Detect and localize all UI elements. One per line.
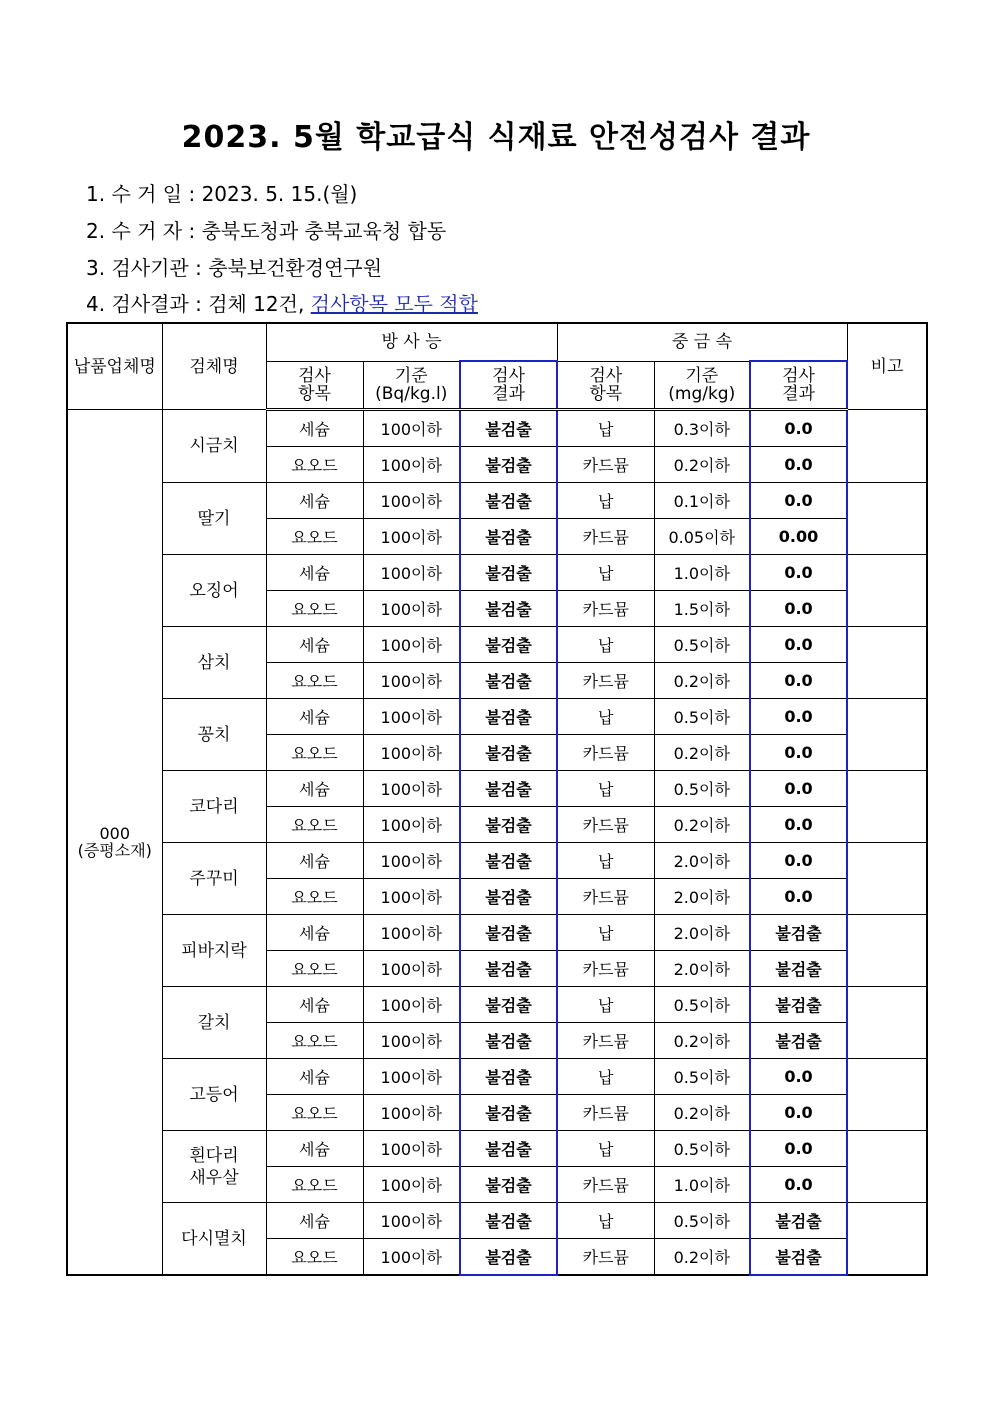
info-value: 충북도청과 충북교육청 합동 — [201, 219, 447, 243]
hm-item: 납 — [557, 915, 654, 951]
table-row — [67, 1059, 927, 1095]
hm-standard: 2.0이하 — [654, 951, 750, 987]
rad-item: 요오드 — [266, 591, 363, 627]
table-row — [67, 915, 927, 951]
header-rad-result: 검사 결과 — [460, 361, 557, 410]
hm-standard: 0.5이하 — [654, 1203, 750, 1239]
hm-result: 0.0 — [750, 843, 847, 879]
info-line-result — [86, 288, 478, 317]
hm-standard: 1.5이하 — [654, 591, 750, 627]
hm-item: 납 — [557, 843, 654, 879]
rad-result: 불검출 — [460, 1239, 557, 1276]
hm-result: 0.00 — [750, 519, 847, 555]
hm-item: 카드뮴 — [557, 879, 654, 915]
rad-standard: 100이하 — [363, 1131, 460, 1167]
table-row — [67, 771, 927, 807]
rad-result: 불검출 — [460, 410, 557, 447]
rad-item: 요오드 — [266, 951, 363, 987]
remarks-cell — [847, 627, 927, 699]
hm-standard: 0.3이하 — [654, 410, 750, 447]
remarks-cell — [847, 699, 927, 771]
remarks-cell — [847, 771, 927, 843]
page-title: 2023. 5월 학교급식 식재료 안전성검사 결과 — [181, 120, 811, 155]
hm-result: 0.0 — [750, 699, 847, 735]
table-row — [67, 1203, 927, 1239]
rad-item: 요오드 — [266, 663, 363, 699]
results-table — [66, 322, 928, 1276]
hm-item: 카드뮴 — [557, 519, 654, 555]
hm-result: 0.0 — [750, 807, 847, 843]
rad-standard: 100이하 — [363, 735, 460, 771]
rad-item: 요오드 — [266, 519, 363, 555]
hm-result: 0.0 — [750, 879, 847, 915]
header-rad-item: 검사 항목 — [266, 361, 363, 410]
rad-standard: 100이하 — [363, 519, 460, 555]
supplier-cell: 000 (증평소재) — [67, 410, 162, 1276]
hm-item: 카드뮴 — [557, 1167, 654, 1203]
rad-result: 불검출 — [460, 627, 557, 663]
hm-item: 카드뮴 — [557, 807, 654, 843]
hm-standard: 2.0이하 — [654, 879, 750, 915]
rad-item: 세슘 — [266, 1203, 363, 1239]
hm-standard: 0.2이하 — [654, 447, 750, 483]
rad-standard: 100이하 — [363, 447, 460, 483]
hm-item: 카드뮴 — [557, 1023, 654, 1059]
hm-result: 0.0 — [750, 1131, 847, 1167]
rad-result: 불검출 — [460, 915, 557, 951]
rad-standard: 100이하 — [363, 1023, 460, 1059]
hm-result: 불검출 — [750, 1203, 847, 1239]
table-row — [67, 555, 927, 591]
rad-item: 세슘 — [266, 771, 363, 807]
hm-result: 0.0 — [750, 483, 847, 519]
rad-standard: 100이하 — [363, 663, 460, 699]
rad-result: 불검출 — [460, 1131, 557, 1167]
rad-item: 요오드 — [266, 1095, 363, 1131]
info-label: 1. 수 거 일 : — [86, 182, 202, 206]
header-hm-result: 검사 결과 — [750, 361, 847, 410]
info-line-collection-date — [86, 178, 357, 207]
hm-standard: 0.5이하 — [654, 771, 750, 807]
hm-standard: 0.2이하 — [654, 1023, 750, 1059]
hm-item: 납 — [557, 1059, 654, 1095]
header-remarks: 비고 — [847, 323, 927, 410]
sample-name: 삼치 — [162, 627, 266, 699]
table-row — [67, 410, 927, 447]
hm-result: 0.0 — [750, 1095, 847, 1131]
hm-standard: 0.5이하 — [654, 1131, 750, 1167]
sample-name: 갈치 — [162, 987, 266, 1059]
rad-item: 세슘 — [266, 699, 363, 735]
rad-result: 불검출 — [460, 1023, 557, 1059]
rad-item: 요오드 — [266, 735, 363, 771]
info-value: 충북보건환경연구원 — [208, 256, 383, 280]
hm-item: 납 — [557, 1203, 654, 1239]
rad-standard: 100이하 — [363, 1095, 460, 1131]
hm-result: 불검출 — [750, 987, 847, 1023]
hm-item: 납 — [557, 987, 654, 1023]
sample-name: 피바지락 — [162, 915, 266, 987]
remarks-cell — [847, 1059, 927, 1131]
hm-result: 0.0 — [750, 735, 847, 771]
table-row — [67, 1131, 927, 1167]
sample-name: 흰다리 새우살 — [162, 1131, 266, 1203]
hm-standard: 0.5이하 — [654, 699, 750, 735]
rad-item: 세슘 — [266, 1059, 363, 1095]
rad-result: 불검출 — [460, 699, 557, 735]
rad-item: 세슘 — [266, 843, 363, 879]
rad-standard: 100이하 — [363, 843, 460, 879]
hm-result: 불검출 — [750, 1023, 847, 1059]
sample-name: 시금치 — [162, 410, 266, 483]
hm-item: 납 — [557, 555, 654, 591]
rad-result: 불검출 — [460, 1095, 557, 1131]
hm-item: 납 — [557, 410, 654, 447]
rad-item: 요오드 — [266, 807, 363, 843]
rad-result: 불검출 — [460, 483, 557, 519]
header-rad-standard: 기준 (Bq/kg.l) — [363, 361, 460, 410]
table-row — [67, 843, 927, 879]
rad-standard: 100이하 — [363, 591, 460, 627]
hm-item: 납 — [557, 699, 654, 735]
rad-item: 세슘 — [266, 1131, 363, 1167]
hm-standard: 2.0이하 — [654, 843, 750, 879]
info-label: 3. 검사기관 : — [86, 256, 209, 280]
rad-result: 불검출 — [460, 879, 557, 915]
rad-standard: 100이하 — [363, 410, 460, 447]
rad-standard: 100이하 — [363, 879, 460, 915]
remarks-cell — [847, 987, 927, 1059]
hm-item: 카드뮴 — [557, 591, 654, 627]
remarks-cell — [847, 1131, 927, 1203]
hm-standard: 1.0이하 — [654, 555, 750, 591]
hm-standard: 0.2이하 — [654, 807, 750, 843]
hm-result: 0.0 — [750, 447, 847, 483]
header-heavy-metals: 중 금 속 — [557, 323, 847, 361]
rad-result: 불검출 — [460, 591, 557, 627]
rad-standard: 100이하 — [363, 1203, 460, 1239]
table-row — [67, 483, 927, 519]
sample-name: 다시멸치 — [162, 1203, 266, 1276]
hm-result: 0.0 — [750, 1167, 847, 1203]
rad-standard: 100이하 — [363, 1239, 460, 1276]
hm-standard: 1.0이하 — [654, 1167, 750, 1203]
rad-result: 불검출 — [460, 1167, 557, 1203]
result-link[interactable]: 검사항목 모두 적합 — [310, 292, 478, 316]
table-row — [67, 699, 927, 735]
info-line-institution — [86, 252, 382, 281]
rad-standard: 100이하 — [363, 771, 460, 807]
rad-standard: 100이하 — [363, 915, 460, 951]
rad-standard: 100이하 — [363, 555, 460, 591]
hm-standard: 2.0이하 — [654, 915, 750, 951]
info-value: 검체 12건, — [208, 292, 311, 316]
table-row — [67, 987, 927, 1023]
hm-standard: 0.5이하 — [654, 1059, 750, 1095]
hm-item: 카드뮴 — [557, 1239, 654, 1276]
header-sample: 검체명 — [162, 323, 266, 410]
rad-item: 세슘 — [266, 915, 363, 951]
rad-item: 세슘 — [266, 627, 363, 663]
rad-result: 불검출 — [460, 771, 557, 807]
rad-standard: 100이하 — [363, 699, 460, 735]
rad-item: 요오드 — [266, 879, 363, 915]
rad-item: 요오드 — [266, 1167, 363, 1203]
rad-item: 요오드 — [266, 1023, 363, 1059]
hm-standard: 0.1이하 — [654, 483, 750, 519]
remarks-cell — [847, 410, 927, 483]
rad-result: 불검출 — [460, 843, 557, 879]
hm-item: 납 — [557, 627, 654, 663]
rad-result: 불검출 — [460, 1059, 557, 1095]
hm-item: 카드뮴 — [557, 663, 654, 699]
header-radioactivity: 방 사 능 — [266, 323, 557, 361]
info-line-collector — [86, 215, 446, 244]
hm-result: 0.0 — [750, 410, 847, 447]
rad-item: 요오드 — [266, 1239, 363, 1276]
rad-standard: 100이하 — [363, 1059, 460, 1095]
hm-result: 0.0 — [750, 1059, 847, 1095]
header-supplier: 납품업체명 — [67, 323, 162, 410]
hm-result: 0.0 — [750, 555, 847, 591]
rad-result: 불검출 — [460, 807, 557, 843]
hm-result: 0.0 — [750, 627, 847, 663]
hm-result: 불검출 — [750, 951, 847, 987]
sample-name: 꽁치 — [162, 699, 266, 771]
sample-name: 주꾸미 — [162, 843, 266, 915]
hm-standard: 0.2이하 — [654, 663, 750, 699]
rad-result: 불검출 — [460, 951, 557, 987]
remarks-cell — [847, 843, 927, 915]
hm-standard: 0.2이하 — [654, 1239, 750, 1276]
info-value: 2023. 5. 15.(월) — [201, 182, 358, 206]
rad-result: 불검출 — [460, 555, 557, 591]
hm-item: 카드뮴 — [557, 447, 654, 483]
header-hm-item: 검사 항목 — [557, 361, 654, 410]
rad-result: 불검출 — [460, 735, 557, 771]
sample-name: 코다리 — [162, 771, 266, 843]
rad-result: 불검출 — [460, 987, 557, 1023]
table-row — [67, 627, 927, 663]
hm-item: 카드뮴 — [557, 1095, 654, 1131]
sample-name: 딸기 — [162, 483, 266, 555]
hm-result: 불검출 — [750, 915, 847, 951]
rad-item: 세슘 — [266, 483, 363, 519]
rad-item: 세슘 — [266, 987, 363, 1023]
hm-item: 납 — [557, 1131, 654, 1167]
hm-standard: 0.5이하 — [654, 987, 750, 1023]
hm-result: 불검출 — [750, 1239, 847, 1276]
info-label: 2. 수 거 자 : — [86, 219, 202, 243]
rad-result: 불검출 — [460, 519, 557, 555]
hm-item: 카드뮴 — [557, 951, 654, 987]
rad-result: 불검출 — [460, 447, 557, 483]
rad-item: 세슘 — [266, 555, 363, 591]
rad-standard: 100이하 — [363, 987, 460, 1023]
results-body — [67, 410, 927, 1276]
remarks-cell — [847, 1203, 927, 1276]
rad-result: 불검출 — [460, 663, 557, 699]
hm-result: 0.0 — [750, 771, 847, 807]
hm-item: 납 — [557, 483, 654, 519]
rad-standard: 100이하 — [363, 627, 460, 663]
hm-result: 0.0 — [750, 591, 847, 627]
rad-standard: 100이하 — [363, 1167, 460, 1203]
rad-item: 요오드 — [266, 447, 363, 483]
remarks-cell — [847, 555, 927, 627]
sample-name: 고등어 — [162, 1059, 266, 1131]
rad-result: 불검출 — [460, 1203, 557, 1239]
rad-item: 세슘 — [266, 410, 363, 447]
rad-standard: 100이하 — [363, 483, 460, 519]
hm-standard: 0.5이하 — [654, 627, 750, 663]
hm-item: 카드뮴 — [557, 735, 654, 771]
hm-standard: 0.2이하 — [654, 735, 750, 771]
remarks-cell — [847, 915, 927, 987]
hm-standard: 0.05이하 — [654, 519, 750, 555]
sample-name: 오징어 — [162, 555, 266, 627]
rad-standard: 100이하 — [363, 951, 460, 987]
hm-item: 납 — [557, 771, 654, 807]
hm-standard: 0.2이하 — [654, 1095, 750, 1131]
rad-standard: 100이하 — [363, 807, 460, 843]
remarks-cell — [847, 483, 927, 555]
hm-result: 0.0 — [750, 663, 847, 699]
header-hm-standard: 기준 (mg/kg) — [654, 361, 750, 410]
info-label: 4. 검사결과 : — [86, 292, 209, 316]
